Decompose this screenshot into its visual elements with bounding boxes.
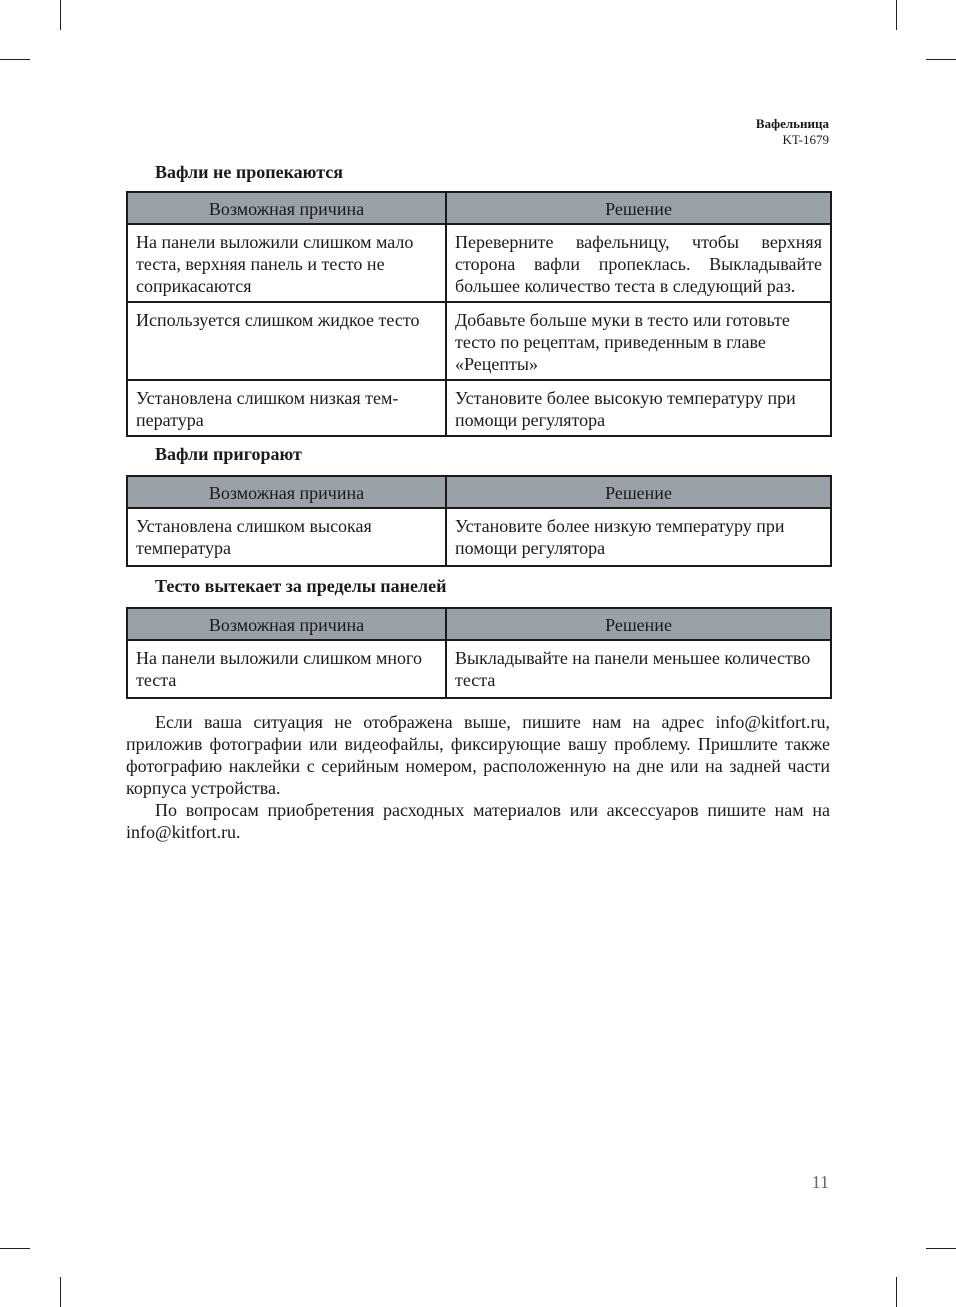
section-title: Вафли не пропекаются bbox=[155, 162, 343, 182]
table-header-row bbox=[127, 192, 831, 224]
paragraph: По вопросам приобретения расходных материалов или аксессуаров пишите нам на info@kitfort.ru. bbox=[126, 800, 830, 842]
column-header-solution: Решение bbox=[446, 608, 831, 640]
solution-cell: Выкладывайте на панели меньшее количество теста bbox=[446, 640, 831, 698]
cause-cell: На панели выложили слишком много теста bbox=[127, 640, 446, 698]
cause-cell: Установлена слишком высокая температура bbox=[127, 508, 446, 566]
cause-cell: На панели выложили слишком мало теста, верхняя панель и тесто не соприкасаются bbox=[127, 224, 446, 302]
product-title: Вафельница bbox=[755, 116, 829, 131]
crop-mark bbox=[896, 0, 897, 30]
table-header-row bbox=[127, 476, 831, 508]
crop-mark bbox=[926, 59, 956, 60]
solution-cell: Установите более низкую температуру при помощи регулятора bbox=[446, 508, 831, 566]
column-header-cause: Возможная причина bbox=[127, 476, 446, 508]
column-header-solution: Решение bbox=[446, 192, 831, 224]
crop-mark bbox=[0, 59, 30, 60]
product-model: KT-1679 bbox=[782, 132, 829, 147]
section-title: Вафли пригорают bbox=[155, 444, 302, 464]
page-header bbox=[756, 116, 829, 148]
troubleshooting-table bbox=[126, 191, 832, 437]
crop-mark bbox=[60, 1277, 61, 1307]
troubleshooting-table bbox=[126, 475, 832, 567]
section-title: Тесто вытекает за пределы панелей bbox=[155, 576, 447, 596]
column-header-cause: Возможная причина bbox=[127, 608, 446, 640]
crop-mark bbox=[926, 1248, 956, 1249]
crop-mark bbox=[60, 0, 61, 30]
column-header-cause: Возможная причина bbox=[127, 192, 446, 224]
table-row bbox=[127, 640, 831, 698]
table-row bbox=[127, 224, 831, 302]
paragraph: Если ваша ситуация не отображена выше, пишите нам на адрес info@kitfort.ru, приложив фотографии или видеофайлы, фиксирующие вашу проблему. Пришлите также фотографию наклейки с серийным номером, расположенную на дне или на задней части корпуса устройства. bbox=[126, 712, 830, 798]
table-header-row bbox=[127, 608, 831, 640]
crop-mark bbox=[896, 1277, 897, 1307]
page-number: 11 bbox=[811, 1172, 829, 1192]
table-row bbox=[127, 302, 831, 380]
crop-mark bbox=[0, 1248, 30, 1249]
table-row bbox=[127, 508, 831, 566]
contact-info-text bbox=[126, 711, 830, 843]
table-row bbox=[127, 380, 831, 436]
solution-cell: Переверните вафельницу, чтобы верхняя сторона вафли пропеклась. Выкладывайте большее количество теста в следующий раз. bbox=[446, 224, 831, 302]
solution-cell: Добавьте больше муки в тесто или готовьте тесто по рецептам, приведенным в главе «Рецепты» bbox=[446, 302, 831, 380]
troubleshooting-table bbox=[126, 607, 832, 699]
cause-cell: Установлена слишком низкая температура bbox=[127, 380, 446, 436]
column-header-solution: Решение bbox=[446, 476, 831, 508]
cause-cell: Используется слишком жидкое тесто bbox=[127, 302, 446, 380]
solution-cell: Установите более высокую температуру при помощи регулятора bbox=[446, 380, 831, 436]
